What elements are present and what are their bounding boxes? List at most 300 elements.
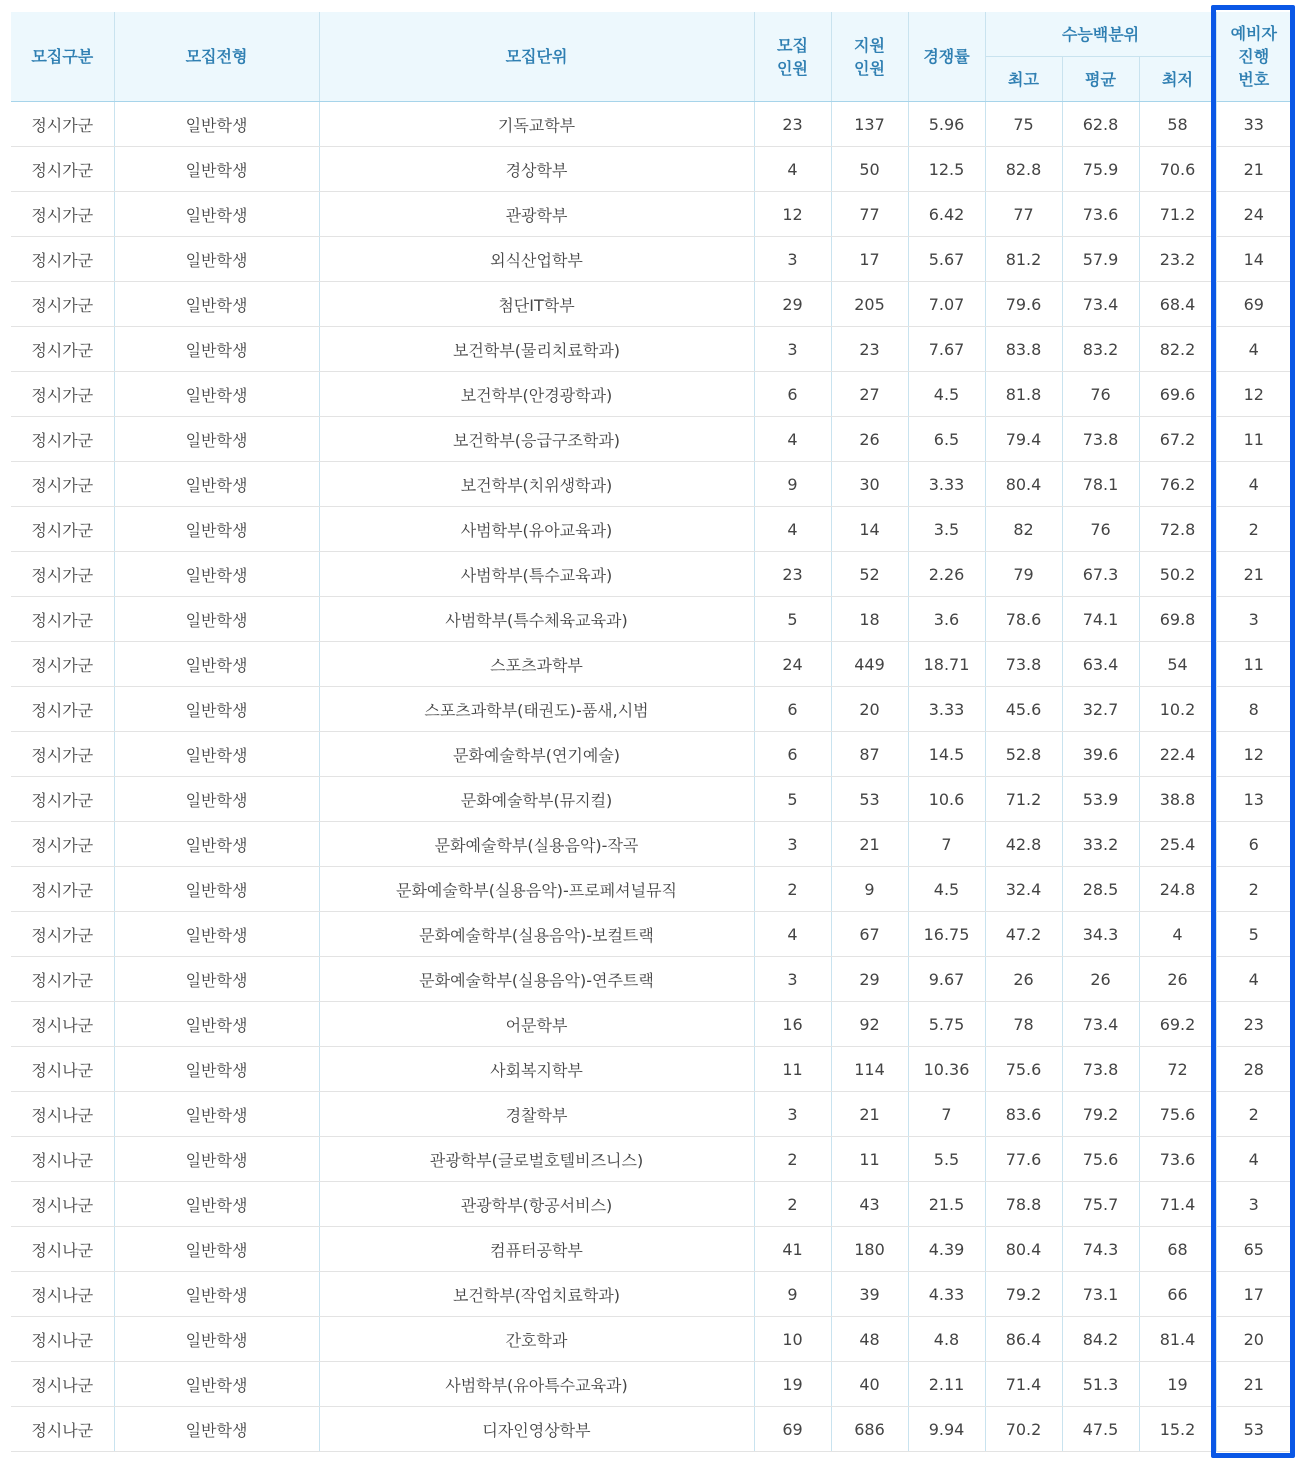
quota-cell: 3 xyxy=(754,327,831,372)
applicants-cell: 77 xyxy=(831,192,908,237)
waitlist-cell: 12 xyxy=(1216,372,1291,417)
quota-cell: 4 xyxy=(754,147,831,192)
table-row xyxy=(11,642,1291,687)
applicants-cell: 137 xyxy=(831,102,908,147)
category-cell: 정시나군 xyxy=(11,1362,114,1407)
applicants-cell: 14 xyxy=(831,507,908,552)
type-cell: 일반학생 xyxy=(114,552,319,597)
rate-cell: 9.67 xyxy=(908,957,985,1002)
table-row xyxy=(11,237,1291,282)
category-cell: 정시가군 xyxy=(11,282,114,327)
waitlist-cell: 21 xyxy=(1216,1362,1291,1407)
type-cell: 일반학생 xyxy=(114,1137,319,1182)
rate-cell: 21.5 xyxy=(908,1182,985,1227)
quota-cell: 12 xyxy=(754,192,831,237)
waitlist-cell: 5 xyxy=(1216,912,1291,957)
csat-avg-cell: 75.6 xyxy=(1062,1137,1139,1182)
waitlist-cell: 6 xyxy=(1216,822,1291,867)
waitlist-cell: 21 xyxy=(1216,552,1291,597)
category-cell: 정시가군 xyxy=(11,687,114,732)
unit-cell: 문화예술학부(실용음악)-보컬트랙 xyxy=(319,912,754,957)
waitlist-cell: 2 xyxy=(1216,507,1291,552)
csat-min-cell: 69.6 xyxy=(1139,372,1216,417)
csat-avg-cell: 32.7 xyxy=(1062,687,1139,732)
table-row xyxy=(11,1182,1291,1227)
table-row xyxy=(11,777,1291,822)
category-cell: 정시가군 xyxy=(11,372,114,417)
unit-cell: 사범학부(특수체육교육과) xyxy=(319,597,754,642)
quota-cell: 24 xyxy=(754,642,831,687)
applicants-cell: 27 xyxy=(831,372,908,417)
table-row xyxy=(11,1137,1291,1182)
applicants-cell: 114 xyxy=(831,1047,908,1092)
rate-cell: 7 xyxy=(908,1092,985,1137)
header-recruit-category: 모집구분 xyxy=(11,12,114,102)
csat-avg-cell: 73.8 xyxy=(1062,417,1139,462)
csat-max-cell: 79.6 xyxy=(985,282,1062,327)
type-cell: 일반학생 xyxy=(114,282,319,327)
quota-cell: 3 xyxy=(754,822,831,867)
table-row xyxy=(11,417,1291,462)
csat-max-cell: 83.6 xyxy=(985,1092,1062,1137)
waitlist-cell: 3 xyxy=(1216,597,1291,642)
applicants-cell: 205 xyxy=(831,282,908,327)
csat-min-cell: 71.4 xyxy=(1139,1182,1216,1227)
csat-avg-cell: 62.8 xyxy=(1062,102,1139,147)
quota-cell: 2 xyxy=(754,1137,831,1182)
table-row xyxy=(11,912,1291,957)
type-cell: 일반학생 xyxy=(114,822,319,867)
unit-cell: 스포츠과학부(태권도)-품새,시범 xyxy=(319,687,754,732)
waitlist-cell: 2 xyxy=(1216,867,1291,912)
quota-cell: 3 xyxy=(754,957,831,1002)
rate-cell: 18.71 xyxy=(908,642,985,687)
waitlist-cell: 28 xyxy=(1216,1047,1291,1092)
csat-min-cell: 58 xyxy=(1139,102,1216,147)
csat-max-cell: 82 xyxy=(985,507,1062,552)
waitlist-cell: 53 xyxy=(1216,1407,1291,1452)
csat-max-cell: 71.4 xyxy=(985,1362,1062,1407)
applicants-cell: 52 xyxy=(831,552,908,597)
rate-cell: 5.67 xyxy=(908,237,985,282)
category-cell: 정시가군 xyxy=(11,552,114,597)
quota-cell: 6 xyxy=(754,372,831,417)
unit-cell: 문화예술학부(실용음악)-연주트랙 xyxy=(319,957,754,1002)
applicants-cell: 20 xyxy=(831,687,908,732)
type-cell: 일반학생 xyxy=(114,1227,319,1272)
category-cell: 정시가군 xyxy=(11,237,114,282)
unit-cell: 관광학부(글로벌호텔비즈니스) xyxy=(319,1137,754,1182)
csat-max-cell: 52.8 xyxy=(985,732,1062,777)
csat-avg-cell: 73.4 xyxy=(1062,282,1139,327)
csat-max-cell: 81.8 xyxy=(985,372,1062,417)
header-csat-max: 최고 xyxy=(985,57,1062,102)
unit-cell: 관광학부(항공서비스) xyxy=(319,1182,754,1227)
csat-min-cell: 66 xyxy=(1139,1272,1216,1317)
csat-max-cell: 81.2 xyxy=(985,237,1062,282)
csat-min-cell: 69.8 xyxy=(1139,597,1216,642)
csat-min-cell: 81.4 xyxy=(1139,1317,1216,1362)
quota-cell: 29 xyxy=(754,282,831,327)
applicants-cell: 449 xyxy=(831,642,908,687)
applicants-cell: 11 xyxy=(831,1137,908,1182)
category-cell: 정시가군 xyxy=(11,327,114,372)
waitlist-cell: 69 xyxy=(1216,282,1291,327)
unit-cell: 보건학부(치위생학과) xyxy=(319,462,754,507)
table-row xyxy=(11,597,1291,642)
table-row xyxy=(11,1407,1291,1452)
quota-cell: 11 xyxy=(754,1047,831,1092)
csat-max-cell: 45.6 xyxy=(985,687,1062,732)
type-cell: 일반학생 xyxy=(114,687,319,732)
table-row xyxy=(11,957,1291,1002)
type-cell: 일반학생 xyxy=(114,102,319,147)
table-row xyxy=(11,552,1291,597)
quota-cell: 4 xyxy=(754,417,831,462)
csat-max-cell: 71.2 xyxy=(985,777,1062,822)
applicants-cell: 21 xyxy=(831,822,908,867)
table-row xyxy=(11,732,1291,777)
applicants-cell: 40 xyxy=(831,1362,908,1407)
rate-cell: 6.5 xyxy=(908,417,985,462)
table-row xyxy=(11,102,1291,147)
quota-cell: 10 xyxy=(754,1317,831,1362)
unit-cell: 첨단IT학부 xyxy=(319,282,754,327)
csat-avg-cell: 63.4 xyxy=(1062,642,1139,687)
applicants-cell: 30 xyxy=(831,462,908,507)
csat-max-cell: 70.2 xyxy=(985,1407,1062,1452)
table-row xyxy=(11,1002,1291,1047)
csat-max-cell: 73.8 xyxy=(985,642,1062,687)
csat-avg-cell: 75.7 xyxy=(1062,1182,1139,1227)
quota-cell: 5 xyxy=(754,597,831,642)
category-cell: 정시나군 xyxy=(11,1047,114,1092)
table-row xyxy=(11,1047,1291,1092)
csat-max-cell: 79 xyxy=(985,552,1062,597)
csat-min-cell: 25.4 xyxy=(1139,822,1216,867)
csat-min-cell: 71.2 xyxy=(1139,192,1216,237)
csat-avg-cell: 74.1 xyxy=(1062,597,1139,642)
header-waitlist-number: 예비자 진행 번호 xyxy=(1216,12,1291,102)
table-row xyxy=(11,462,1291,507)
type-cell: 일반학생 xyxy=(114,777,319,822)
unit-cell: 사범학부(특수교육과) xyxy=(319,552,754,597)
type-cell: 일반학생 xyxy=(114,957,319,1002)
category-cell: 정시가군 xyxy=(11,507,114,552)
category-cell: 정시나군 xyxy=(11,1227,114,1272)
waitlist-cell: 13 xyxy=(1216,777,1291,822)
category-cell: 정시가군 xyxy=(11,867,114,912)
admission-results-table xyxy=(11,12,1291,1452)
table-row xyxy=(11,1092,1291,1137)
csat-max-cell: 77 xyxy=(985,192,1062,237)
applicants-cell: 50 xyxy=(831,147,908,192)
table-row xyxy=(11,372,1291,417)
csat-max-cell: 32.4 xyxy=(985,867,1062,912)
quota-cell: 19 xyxy=(754,1362,831,1407)
category-cell: 정시가군 xyxy=(11,732,114,777)
header-recruit-unit: 모집단위 xyxy=(319,12,754,102)
type-cell: 일반학생 xyxy=(114,1092,319,1137)
applicants-cell: 9 xyxy=(831,867,908,912)
applicants-cell: 23 xyxy=(831,327,908,372)
csat-min-cell: 67.2 xyxy=(1139,417,1216,462)
csat-max-cell: 79.4 xyxy=(985,417,1062,462)
category-cell: 정시가군 xyxy=(11,417,114,462)
csat-min-cell: 68.4 xyxy=(1139,282,1216,327)
quota-cell: 3 xyxy=(754,1092,831,1137)
category-cell: 정시가군 xyxy=(11,822,114,867)
csat-avg-cell: 57.9 xyxy=(1062,237,1139,282)
csat-avg-cell: 79.2 xyxy=(1062,1092,1139,1137)
quota-cell: 16 xyxy=(754,1002,831,1047)
csat-avg-cell: 76 xyxy=(1062,507,1139,552)
csat-max-cell: 78.6 xyxy=(985,597,1062,642)
unit-cell: 어문학부 xyxy=(319,1002,754,1047)
quota-cell: 2 xyxy=(754,867,831,912)
csat-avg-cell: 47.5 xyxy=(1062,1407,1139,1452)
header-quota: 모집 인원 xyxy=(754,12,831,102)
type-cell: 일반학생 xyxy=(114,1272,319,1317)
waitlist-cell: 11 xyxy=(1216,417,1291,462)
csat-max-cell: 26 xyxy=(985,957,1062,1002)
csat-min-cell: 75.6 xyxy=(1139,1092,1216,1137)
applicants-cell: 180 xyxy=(831,1227,908,1272)
type-cell: 일반학생 xyxy=(114,417,319,462)
table-row xyxy=(11,822,1291,867)
csat-avg-cell: 74.3 xyxy=(1062,1227,1139,1272)
csat-min-cell: 26 xyxy=(1139,957,1216,1002)
type-cell: 일반학생 xyxy=(114,597,319,642)
waitlist-cell: 14 xyxy=(1216,237,1291,282)
unit-cell: 문화예술학부(실용음악)-프로페셔널뮤직 xyxy=(319,867,754,912)
type-cell: 일반학생 xyxy=(114,912,319,957)
unit-cell: 경찰학부 xyxy=(319,1092,754,1137)
csat-avg-cell: 26 xyxy=(1062,957,1139,1002)
unit-cell: 스포츠과학부 xyxy=(319,642,754,687)
csat-min-cell: 22.4 xyxy=(1139,732,1216,777)
rate-cell: 9.94 xyxy=(908,1407,985,1452)
unit-cell: 문화예술학부(연기예술) xyxy=(319,732,754,777)
unit-cell: 관광학부 xyxy=(319,192,754,237)
header-csat-avg: 평균 xyxy=(1062,57,1139,102)
csat-avg-cell: 51.3 xyxy=(1062,1362,1139,1407)
csat-min-cell: 24.8 xyxy=(1139,867,1216,912)
category-cell: 정시가군 xyxy=(11,462,114,507)
csat-min-cell: 73.6 xyxy=(1139,1137,1216,1182)
csat-min-cell: 50.2 xyxy=(1139,552,1216,597)
type-cell: 일반학생 xyxy=(114,1047,319,1092)
table-row xyxy=(11,1362,1291,1407)
applicants-cell: 39 xyxy=(831,1272,908,1317)
csat-max-cell: 77.6 xyxy=(985,1137,1062,1182)
type-cell: 일반학생 xyxy=(114,867,319,912)
rate-cell: 6.42 xyxy=(908,192,985,237)
rate-cell: 4.39 xyxy=(908,1227,985,1272)
table-row xyxy=(11,507,1291,552)
quota-cell: 4 xyxy=(754,912,831,957)
csat-avg-cell: 83.2 xyxy=(1062,327,1139,372)
unit-cell: 보건학부(안경광학과) xyxy=(319,372,754,417)
type-cell: 일반학생 xyxy=(114,732,319,777)
rate-cell: 3.6 xyxy=(908,597,985,642)
category-cell: 정시가군 xyxy=(11,192,114,237)
rate-cell: 2.11 xyxy=(908,1362,985,1407)
table-body xyxy=(11,102,1291,1452)
csat-avg-cell: 73.4 xyxy=(1062,1002,1139,1047)
unit-cell: 외식산업학부 xyxy=(319,237,754,282)
waitlist-cell: 8 xyxy=(1216,687,1291,732)
category-cell: 정시가군 xyxy=(11,597,114,642)
category-cell: 정시가군 xyxy=(11,912,114,957)
header-competition-rate: 경쟁률 xyxy=(908,12,985,102)
type-cell: 일반학생 xyxy=(114,192,319,237)
type-cell: 일반학생 xyxy=(114,372,319,417)
unit-cell: 문화예술학부(뮤지컬) xyxy=(319,777,754,822)
waitlist-cell: 3 xyxy=(1216,1182,1291,1227)
quota-cell: 69 xyxy=(754,1407,831,1452)
category-cell: 정시가군 xyxy=(11,777,114,822)
category-cell: 정시나군 xyxy=(11,1182,114,1227)
type-cell: 일반학생 xyxy=(114,1317,319,1362)
waitlist-cell: 65 xyxy=(1216,1227,1291,1272)
category-cell: 정시나군 xyxy=(11,1272,114,1317)
rate-cell: 12.5 xyxy=(908,147,985,192)
category-cell: 정시나군 xyxy=(11,1407,114,1452)
rate-cell: 10.6 xyxy=(908,777,985,822)
table-row xyxy=(11,327,1291,372)
table-row xyxy=(11,147,1291,192)
table-row xyxy=(11,1272,1291,1317)
waitlist-cell: 17 xyxy=(1216,1272,1291,1317)
rate-cell: 3.33 xyxy=(908,687,985,732)
header-csat-min: 최저 xyxy=(1139,57,1216,102)
csat-min-cell: 23.2 xyxy=(1139,237,1216,282)
category-cell: 정시나군 xyxy=(11,1092,114,1137)
csat-max-cell: 79.2 xyxy=(985,1272,1062,1317)
header-recruit-type: 모집전형 xyxy=(114,12,319,102)
rate-cell: 4.8 xyxy=(908,1317,985,1362)
type-cell: 일반학생 xyxy=(114,327,319,372)
type-cell: 일반학생 xyxy=(114,507,319,552)
csat-min-cell: 68 xyxy=(1139,1227,1216,1272)
table-row xyxy=(11,867,1291,912)
csat-avg-cell: 33.2 xyxy=(1062,822,1139,867)
csat-avg-cell: 39.6 xyxy=(1062,732,1139,777)
table-row xyxy=(11,1317,1291,1362)
category-cell: 정시나군 xyxy=(11,1002,114,1047)
type-cell: 일반학생 xyxy=(114,237,319,282)
csat-min-cell: 70.6 xyxy=(1139,147,1216,192)
type-cell: 일반학생 xyxy=(114,1002,319,1047)
csat-max-cell: 82.8 xyxy=(985,147,1062,192)
csat-avg-cell: 53.9 xyxy=(1062,777,1139,822)
waitlist-cell: 4 xyxy=(1216,462,1291,507)
type-cell: 일반학생 xyxy=(114,1362,319,1407)
rate-cell: 3.33 xyxy=(908,462,985,507)
csat-min-cell: 15.2 xyxy=(1139,1407,1216,1452)
waitlist-cell: 2 xyxy=(1216,1092,1291,1137)
csat-min-cell: 76.2 xyxy=(1139,462,1216,507)
rate-cell: 5.96 xyxy=(908,102,985,147)
csat-max-cell: 80.4 xyxy=(985,462,1062,507)
applicants-cell: 29 xyxy=(831,957,908,1002)
rate-cell: 2.26 xyxy=(908,552,985,597)
csat-avg-cell: 75.9 xyxy=(1062,147,1139,192)
quota-cell: 9 xyxy=(754,1272,831,1317)
csat-avg-cell: 84.2 xyxy=(1062,1317,1139,1362)
category-cell: 정시가군 xyxy=(11,102,114,147)
applicants-cell: 92 xyxy=(831,1002,908,1047)
quota-cell: 41 xyxy=(754,1227,831,1272)
unit-cell: 보건학부(응급구조학과) xyxy=(319,417,754,462)
waitlist-cell: 20 xyxy=(1216,1317,1291,1362)
type-cell: 일반학생 xyxy=(114,1182,319,1227)
csat-min-cell: 19 xyxy=(1139,1362,1216,1407)
unit-cell: 보건학부(물리치료학과) xyxy=(319,327,754,372)
unit-cell: 사범학부(유아특수교육과) xyxy=(319,1362,754,1407)
header-csat-percentile: 수능백분위 xyxy=(985,12,1216,57)
rate-cell: 5.5 xyxy=(908,1137,985,1182)
applicants-cell: 53 xyxy=(831,777,908,822)
csat-max-cell: 47.2 xyxy=(985,912,1062,957)
rate-cell: 4.33 xyxy=(908,1272,985,1317)
csat-max-cell: 75 xyxy=(985,102,1062,147)
quota-cell: 6 xyxy=(754,732,831,777)
csat-avg-cell: 34.3 xyxy=(1062,912,1139,957)
rate-cell: 4.5 xyxy=(908,372,985,417)
applicants-cell: 67 xyxy=(831,912,908,957)
rate-cell: 10.36 xyxy=(908,1047,985,1092)
csat-min-cell: 4 xyxy=(1139,912,1216,957)
table-row xyxy=(11,1227,1291,1272)
waitlist-cell: 23 xyxy=(1216,1002,1291,1047)
type-cell: 일반학생 xyxy=(114,1407,319,1452)
quota-cell: 6 xyxy=(754,687,831,732)
applicants-cell: 17 xyxy=(831,237,908,282)
unit-cell: 기독교학부 xyxy=(319,102,754,147)
csat-min-cell: 69.2 xyxy=(1139,1002,1216,1047)
csat-avg-cell: 28.5 xyxy=(1062,867,1139,912)
rate-cell: 4.5 xyxy=(908,867,985,912)
csat-avg-cell: 73.1 xyxy=(1062,1272,1139,1317)
quota-cell: 4 xyxy=(754,507,831,552)
waitlist-cell: 11 xyxy=(1216,642,1291,687)
unit-cell: 사범학부(유아교육과) xyxy=(319,507,754,552)
rate-cell: 7 xyxy=(908,822,985,867)
rate-cell: 16.75 xyxy=(908,912,985,957)
unit-cell: 컴퓨터공학부 xyxy=(319,1227,754,1272)
rate-cell: 5.75 xyxy=(908,1002,985,1047)
unit-cell: 간호학과 xyxy=(319,1317,754,1362)
category-cell: 정시나군 xyxy=(11,1317,114,1362)
waitlist-cell: 12 xyxy=(1216,732,1291,777)
quota-cell: 3 xyxy=(754,237,831,282)
csat-avg-cell: 73.8 xyxy=(1062,1047,1139,1092)
waitlist-cell: 21 xyxy=(1216,147,1291,192)
quota-cell: 23 xyxy=(754,102,831,147)
category-cell: 정시가군 xyxy=(11,642,114,687)
waitlist-cell: 4 xyxy=(1216,1137,1291,1182)
csat-max-cell: 83.8 xyxy=(985,327,1062,372)
quota-cell: 5 xyxy=(754,777,831,822)
applicants-cell: 26 xyxy=(831,417,908,462)
csat-min-cell: 54 xyxy=(1139,642,1216,687)
type-cell: 일반학생 xyxy=(114,462,319,507)
unit-cell: 경상학부 xyxy=(319,147,754,192)
table-row xyxy=(11,192,1291,237)
quota-cell: 2 xyxy=(754,1182,831,1227)
